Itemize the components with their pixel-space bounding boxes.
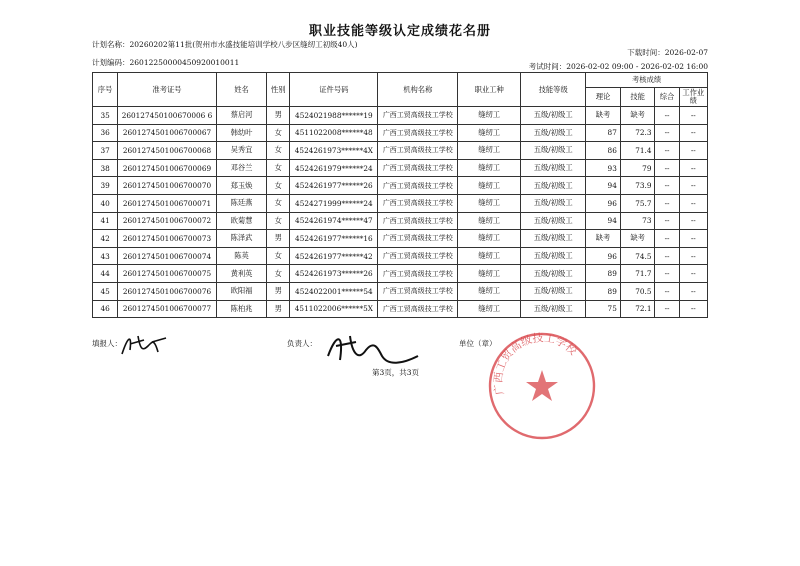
cell-skill: 缺考	[620, 107, 655, 125]
cell-ticket: 2601274501006700068	[118, 142, 217, 160]
cell-seq: 38	[93, 159, 118, 177]
cell-seq: 35	[93, 107, 118, 125]
cell-name: 陈泽武	[216, 230, 266, 248]
responsible-label: 负责人：	[287, 339, 317, 348]
cell-theory: 94	[586, 212, 621, 230]
cell-job: 缝纫工	[458, 282, 521, 300]
cell-job: 缝纫工	[458, 247, 521, 265]
cell-ticket: 2601274501006700073	[118, 230, 217, 248]
cell-name: 韩幼叶	[216, 124, 266, 142]
cell-performance: --	[679, 300, 707, 318]
table-row	[93, 230, 708, 248]
cell-org: 广西工贸高级技工学校	[378, 265, 458, 283]
header-org: 机构名称	[378, 73, 458, 107]
cell-ticket: 2601274501006700075	[118, 265, 217, 283]
table-row	[93, 247, 708, 265]
cell-id: 4511022006******5X	[290, 300, 378, 318]
cell-gender: 女	[267, 212, 290, 230]
download-time: 下载时间：2026-02-07	[627, 48, 708, 57]
cell-level: 五级/初级工	[521, 300, 586, 318]
cell-name: 陈柏兆	[216, 300, 266, 318]
table-row	[93, 300, 708, 318]
cell-theory: 缺考	[586, 230, 621, 248]
cell-performance: --	[679, 212, 707, 230]
cell-performance: --	[679, 177, 707, 195]
header-id: 证件号码	[290, 73, 378, 107]
cell-name: 陈英	[216, 247, 266, 265]
cell-performance: --	[679, 247, 707, 265]
cell-ticket: 2601274501006700074	[118, 247, 217, 265]
cell-id: 4524271999******24	[290, 194, 378, 212]
page-info: 第3页，共3页	[372, 368, 420, 377]
cell-job: 缝纫工	[458, 107, 521, 125]
cell-name: 黄利英	[216, 265, 266, 283]
cell-org: 广西工贸高级技工学校	[378, 247, 458, 265]
cell-seq: 41	[93, 212, 118, 230]
header-name: 姓名	[216, 73, 266, 107]
cell-skill: 73	[620, 212, 655, 230]
cell-org: 广西工贸高级技工学校	[378, 300, 458, 318]
cell-job: 缝纫工	[458, 300, 521, 318]
cell-level: 五级/初级工	[521, 124, 586, 142]
header-level: 技能等级	[521, 73, 586, 107]
cell-theory: 89	[586, 282, 621, 300]
cell-job: 缝纫工	[458, 194, 521, 212]
table-row	[93, 265, 708, 283]
header-seq: 序号	[93, 73, 118, 107]
header-job: 职业工种	[458, 73, 521, 107]
exam-time: 考试时间：2026-02-02 09:00 - 2026-02-02 16:00	[528, 62, 708, 71]
cell-seq: 39	[93, 177, 118, 195]
cell-performance: --	[679, 124, 707, 142]
cell-org: 广西工贸高级技工学校	[378, 212, 458, 230]
cell-org: 广西工贸高级技工学校	[378, 124, 458, 142]
cell-id: 4524261974******47	[290, 212, 378, 230]
cell-overall: --	[655, 230, 679, 248]
cell-id: 4524261977******26	[290, 177, 378, 195]
cell-name: 欧阳福	[216, 282, 266, 300]
cell-ticket: 2601274501006700077	[118, 300, 217, 318]
cell-skill: 70.5	[620, 282, 655, 300]
cell-overall: --	[655, 107, 679, 125]
cell-theory: 75	[586, 300, 621, 318]
cell-skill: 71.4	[620, 142, 655, 160]
cell-overall: --	[655, 124, 679, 142]
cell-performance: --	[679, 107, 707, 125]
cell-skill: 73.9	[620, 177, 655, 195]
cell-skill: 74.5	[620, 247, 655, 265]
cell-id: 4524261973******4X	[290, 142, 378, 160]
cell-performance: --	[679, 230, 707, 248]
cell-overall: --	[655, 142, 679, 160]
filler-signature	[118, 330, 170, 360]
cell-seq: 37	[93, 142, 118, 160]
cell-gender: 女	[267, 124, 290, 142]
cell-overall: --	[655, 194, 679, 212]
cell-ticket: 2601274501006700072	[118, 212, 217, 230]
official-seal	[486, 330, 598, 442]
cell-seq: 46	[93, 300, 118, 318]
table-row	[93, 194, 708, 212]
cell-name: 欧菊慧	[216, 212, 266, 230]
cell-gender: 女	[267, 177, 290, 195]
cell-ticket: 2601274501006700071	[118, 194, 217, 212]
cell-ticket: 2601274501006700070	[118, 177, 217, 195]
cell-id: 4524261979******24	[290, 159, 378, 177]
cell-level: 五级/初级工	[521, 212, 586, 230]
cell-skill: 72.3	[620, 124, 655, 142]
cell-performance: --	[679, 142, 707, 160]
cell-overall: --	[655, 247, 679, 265]
cell-overall: --	[655, 282, 679, 300]
table-row	[93, 212, 708, 230]
cell-level: 五级/初级工	[521, 282, 586, 300]
cell-theory: 96	[586, 247, 621, 265]
cell-overall: --	[655, 300, 679, 318]
cell-gender: 女	[267, 159, 290, 177]
cell-skill: 75.7	[620, 194, 655, 212]
cell-theory: 缺考	[586, 107, 621, 125]
header-overall: 综合	[655, 88, 679, 107]
cell-name: 陈廷燕	[216, 194, 266, 212]
cell-seq: 44	[93, 265, 118, 283]
table-row	[93, 107, 708, 125]
unit-label: 单位（章）	[459, 339, 497, 348]
table-row	[93, 177, 708, 195]
cell-id: 4524261977******42	[290, 247, 378, 265]
cell-level: 五级/初级工	[521, 142, 586, 160]
cell-theory: 86	[586, 142, 621, 160]
cell-skill: 缺考	[620, 230, 655, 248]
cell-performance: --	[679, 194, 707, 212]
results-table	[92, 72, 708, 318]
table-row	[93, 124, 708, 142]
cell-theory: 93	[586, 159, 621, 177]
cell-overall: --	[655, 177, 679, 195]
cell-ticket: 260127450100670006 6	[118, 107, 217, 125]
cell-gender: 男	[267, 107, 290, 125]
cell-job: 缝纫工	[458, 142, 521, 160]
cell-performance: --	[679, 159, 707, 177]
cell-level: 五级/初级工	[521, 194, 586, 212]
cell-job: 缝纫工	[458, 159, 521, 177]
cell-ticket: 2601274501006700076	[118, 282, 217, 300]
header-results: 考核成绩	[586, 73, 708, 88]
cell-level: 五级/初级工	[521, 247, 586, 265]
cell-id: 4511022008******48	[290, 124, 378, 142]
cell-gender: 男	[267, 230, 290, 248]
cell-job: 缝纫工	[458, 177, 521, 195]
cell-overall: --	[655, 265, 679, 283]
cell-level: 五级/初级工	[521, 230, 586, 248]
cell-org: 广西工贸高级技工学校	[378, 177, 458, 195]
cell-skill: 72.1	[620, 300, 655, 318]
cell-name: 郑玉焕	[216, 177, 266, 195]
cell-theory: 87	[586, 124, 621, 142]
cell-gender: 女	[267, 194, 290, 212]
cell-name: 邓谷兰	[216, 159, 266, 177]
header-theory: 理论	[586, 88, 621, 107]
header-gender: 性别	[267, 73, 290, 107]
cell-job: 缝纫工	[458, 230, 521, 248]
table-row	[93, 159, 708, 177]
cell-seq: 42	[93, 230, 118, 248]
table-row	[93, 282, 708, 300]
cell-job: 缝纫工	[458, 265, 521, 283]
cell-seq: 36	[93, 124, 118, 142]
cell-job: 缝纫工	[458, 124, 521, 142]
cell-seq: 43	[93, 247, 118, 265]
cell-ticket: 2601274501006700067	[118, 124, 217, 142]
document-title: 职业技能等级认定成绩花名册	[308, 24, 491, 39]
plan-code: 计划编码：26012250000450920010011	[92, 58, 240, 67]
header-ticket: 准考证号	[118, 73, 217, 107]
seal-text: 广西工贸高级技工学校	[491, 331, 580, 396]
cell-gender: 女	[267, 142, 290, 160]
cell-overall: --	[655, 159, 679, 177]
cell-skill: 79	[620, 159, 655, 177]
cell-theory: 89	[586, 265, 621, 283]
cell-performance: --	[679, 282, 707, 300]
header-performance: 工作业绩	[679, 88, 707, 107]
cell-org: 广西工贸高级技工学校	[378, 107, 458, 125]
table-row	[93, 142, 708, 160]
cell-level: 五级/初级工	[521, 107, 586, 125]
cell-job: 缝纫工	[458, 212, 521, 230]
cell-ticket: 2601274501006700069	[118, 159, 217, 177]
cell-gender: 男	[267, 282, 290, 300]
filler-label: 填报人：	[92, 339, 122, 348]
responsible-signature	[322, 326, 422, 372]
cell-name: 吴秀宜	[216, 142, 266, 160]
cell-org: 广西工贸高级技工学校	[378, 142, 458, 160]
cell-gender: 女	[267, 265, 290, 283]
cell-gender: 男	[267, 300, 290, 318]
plan-name: 计划名称：20260202第11批(贺州市水盛技能培训学校八步区缝纫工初级40人)	[92, 40, 358, 49]
cell-name: 蔡启河	[216, 107, 266, 125]
cell-performance: --	[679, 265, 707, 283]
header-skill: 技能	[620, 88, 655, 107]
cell-org: 广西工贸高级技工学校	[378, 159, 458, 177]
cell-id: 4524261977******16	[290, 230, 378, 248]
cell-id: 4524261973******26	[290, 265, 378, 283]
cell-theory: 94	[586, 177, 621, 195]
cell-seq: 45	[93, 282, 118, 300]
cell-level: 五级/初级工	[521, 159, 586, 177]
cell-seq: 40	[93, 194, 118, 212]
cell-id: 4524022001******54	[290, 282, 378, 300]
cell-org: 广西工贸高级技工学校	[378, 282, 458, 300]
cell-overall: --	[655, 212, 679, 230]
cell-gender: 女	[267, 247, 290, 265]
cell-org: 广西工贸高级技工学校	[378, 194, 458, 212]
cell-theory: 96	[586, 194, 621, 212]
cell-skill: 71.7	[620, 265, 655, 283]
cell-org: 广西工贸高级技工学校	[378, 230, 458, 248]
cell-id: 4524021988******19	[290, 107, 378, 125]
cell-level: 五级/初级工	[521, 177, 586, 195]
cell-level: 五级/初级工	[521, 265, 586, 283]
